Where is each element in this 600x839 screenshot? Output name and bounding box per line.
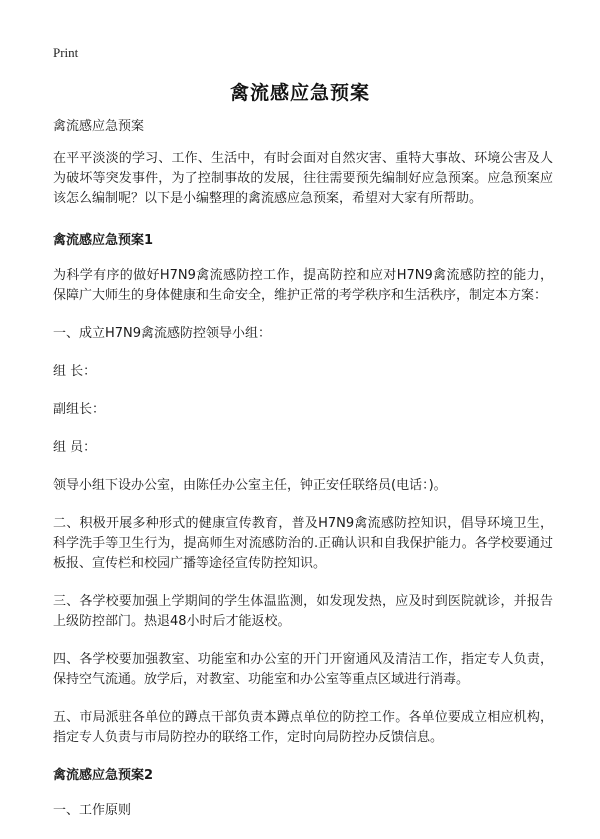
section1-paragraph: 五、市局派驻各单位的蹲点干部负责本蹲点单位的防控工作。各单位要成立相应机构，指定专人负责与市局防控办的联络工作，定时向局防控办反馈信息。 [53, 710, 553, 745]
section1-paragraph: 领导小组下设办公室，由陈任办公室主任，钟正安任联络员(电话：)。 [53, 478, 447, 493]
section1-paragraph: 组 长： [53, 364, 97, 379]
section1-paragraph: 四、各学校要加强教室、功能室和办公室的开门开窗通风及清洁工作，指定专人负责，保持空气流通。放学后，对教室、功能室和办公室等重点区域进行消毒。 [53, 652, 553, 687]
section1-paragraph: 副组长： [53, 402, 106, 417]
print-link[interactable]: Print [53, 45, 79, 60]
intro-paragraph: 在平平淡淡的学习、工作、生活中，有时会面对自然灾害、重特大事故、环境公害及人为破坏等突发事件，为了控制事故的发展，往往需要预先编制好应急预案。应急预案应该怎么编制呢？以下是小编整理的禽流感应急预案，希望对大家有所帮助。 [53, 151, 553, 206]
article-body [53, 117, 553, 839]
section1-paragraph: 二、积极开展多种形式的健康宣传教育，普及H7N9禽流感防控知识，倡导环境卫生，科学洗手等卫生行为，提高师生对流感防治的.正确认识和自我保护能力。各学校要通过板报、宣传栏和校园广播等途径宣传防控知识。 [53, 516, 553, 571]
page-title: 禽流感应急预案 [229, 82, 370, 104]
section1-paragraph: 三、各学校要加强上学期间的学生体温监测，如发现发热，应及时到医院就诊，并报告上级防控部门。热退48小时后才能返校。 [53, 594, 553, 629]
section1-paragraph: 为科学有序的做好H7N9禽流感防控工作，提高防控和应对H7N9禽流感防控的能力，保障广大师生的身体健康和生命安全，维护正常的考学秩序和生活秩序，制定本方案： [53, 268, 553, 303]
article-subtitle: 禽流感应急预案 [53, 119, 145, 134]
section-heading-2: 禽流感应急预案2 [53, 768, 154, 783]
section2-paragraph: 一、工作原则 [53, 803, 132, 818]
section1-paragraph: 组 员： [53, 440, 97, 455]
section1-paragraph: 一、成立H7N9禽流感防控领导小组： [53, 326, 272, 341]
section-heading-1: 禽流感应急预案1 [53, 233, 154, 248]
